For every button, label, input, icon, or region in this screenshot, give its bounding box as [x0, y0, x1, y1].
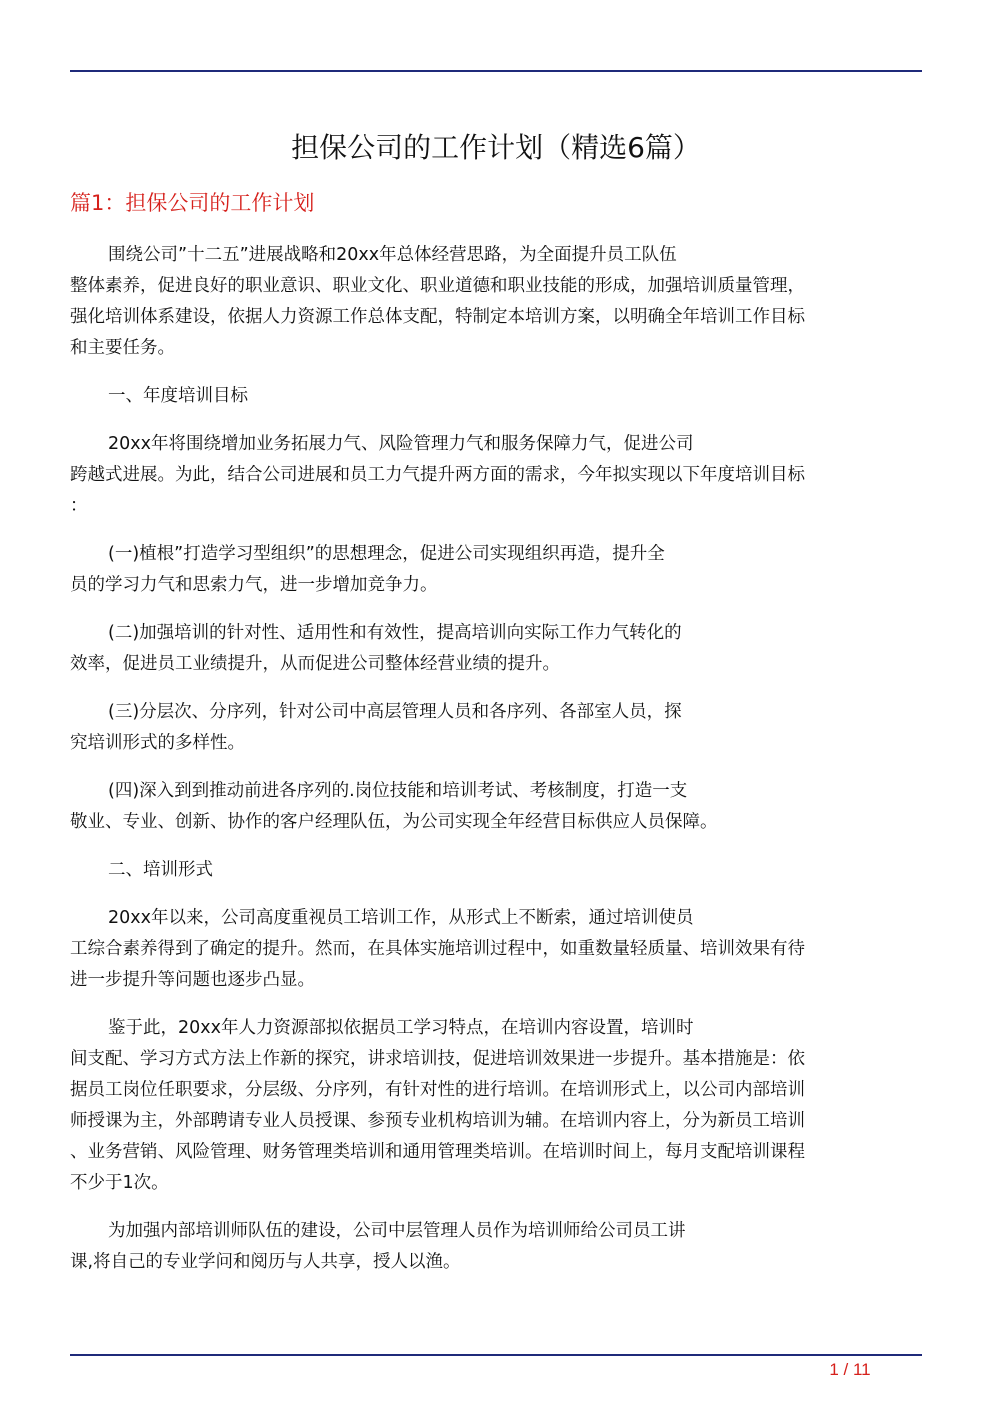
page-number: 1 / 11	[829, 1360, 871, 1379]
paragraph-line: (四)深入到到推动前进各序列的.岗位技能和培训考试、考核制度，打造一支	[108, 781, 688, 801]
paragraph	[70, 381, 922, 412]
paragraph-line: 鉴于此，20xx年人力资源部拟依据员工学习特点，在培训内容设置，培训时	[108, 1018, 694, 1038]
paragraph-line: (一)植根”打造学习型组织”的思想理念，促进公司实现组织再造，提升全	[108, 544, 665, 564]
paragraph-line: 二、培训形式	[108, 860, 213, 880]
paragraph-line: 间支配、学习方式方法上作新的探究，讲求培训技，促进培训效果进一步提升。基本措施是：依	[70, 1049, 805, 1069]
section-heading: 篇1：担保公司的工作计划	[70, 191, 315, 215]
paragraph-line: 员的学习力气和思索力气，进一步增加竞争力。	[70, 575, 438, 595]
paragraph-line: 效率，促进员工业绩提升，从而促进公司整体经营业绩的提升。	[70, 654, 560, 674]
paragraph-line: 师授课为主，外部聘请专业人员授课、参预专业机构培训为辅。在培训内容上，分为新员工培训	[70, 1111, 805, 1131]
paragraph	[70, 697, 922, 759]
paragraph	[70, 539, 922, 601]
paragraph-line: 据员工岗位任职要求，分层级、分序列，有针对性的进行培训。在培训形式上，以公司内部培训	[70, 1080, 805, 1100]
paragraph	[70, 903, 922, 996]
paragraph	[70, 240, 922, 364]
paragraph-line: 一、年度培训目标	[108, 386, 248, 406]
paragraph	[70, 855, 922, 886]
paragraph-line: 整体素养，促进良好的职业意识、职业文化、职业道德和职业技能的形成，加强培训质量管理，	[70, 276, 805, 296]
paragraph-line: 敬业、专业、创新、协作的客户经理队伍，为公司实现全年经营目标供应人员保障。	[70, 812, 718, 832]
paragraph-line: 课,将自己的专业学问和阅历与人共享，授人以渔。	[70, 1252, 461, 1272]
paragraph-line: 强化培训体系建设，依据人力资源工作总体支配，特制定本培训方案，以明确全年培训工作目标	[70, 307, 805, 327]
paragraph-line: 围绕公司”十二五”进展战略和20xx年总体经营思路，为全面提升员工队伍	[108, 245, 677, 265]
paragraph-line: ：	[70, 496, 88, 516]
paragraph-line: (三)分层次、分序列，针对公司中高层管理人员和各序列、各部室人员，探	[108, 702, 682, 722]
paragraph	[70, 1013, 922, 1199]
document-body	[70, 240, 922, 1295]
paragraph-line: 跨越式进展。为此，结合公司进展和员工力气提升两方面的需求，今年拟实现以下年度培训目标	[70, 465, 805, 485]
paragraph	[70, 429, 922, 522]
paragraph-line: 工综合素养得到了确定的提升。然而，在具体实施培训过程中，如重数量轻质量、培训效果有待	[70, 939, 805, 959]
paragraph-line: 和主要任务。	[70, 338, 175, 358]
paragraph-line: 20xx年以来，公司高度重视员工培训工作，从形式上不断索，通过培训使员	[108, 908, 694, 928]
header-rule	[70, 70, 922, 72]
paragraph	[70, 776, 922, 838]
paragraph-line: 为加强内部培训师队伍的建设，公司中层管理人员作为培训师给公司员工讲	[108, 1221, 686, 1241]
document-title: 担保公司的工作计划（精选6篇）	[291, 131, 701, 164]
paragraph-line: 、业务营销、风险管理、财务管理类培训和通用管理类培训。在培训时间上，每月支配培训课程	[70, 1142, 805, 1162]
paragraph-line: 不少于1次。	[70, 1173, 169, 1193]
footer-rule	[70, 1354, 922, 1356]
paragraph-line: 进一步提升等问题也逐步凸显。	[70, 970, 315, 990]
paragraph-line: 20xx年将围绕增加业务拓展力气、风险管理力气和服务保障力气，促进公司	[108, 434, 694, 454]
paragraph-line: 究培训形式的多样性。	[70, 733, 245, 753]
paragraph	[70, 618, 922, 680]
paragraph-line: (二)加强培训的针对性、适用性和有效性，提高培训向实际工作力气转化的	[108, 623, 682, 643]
paragraph	[70, 1216, 922, 1278]
